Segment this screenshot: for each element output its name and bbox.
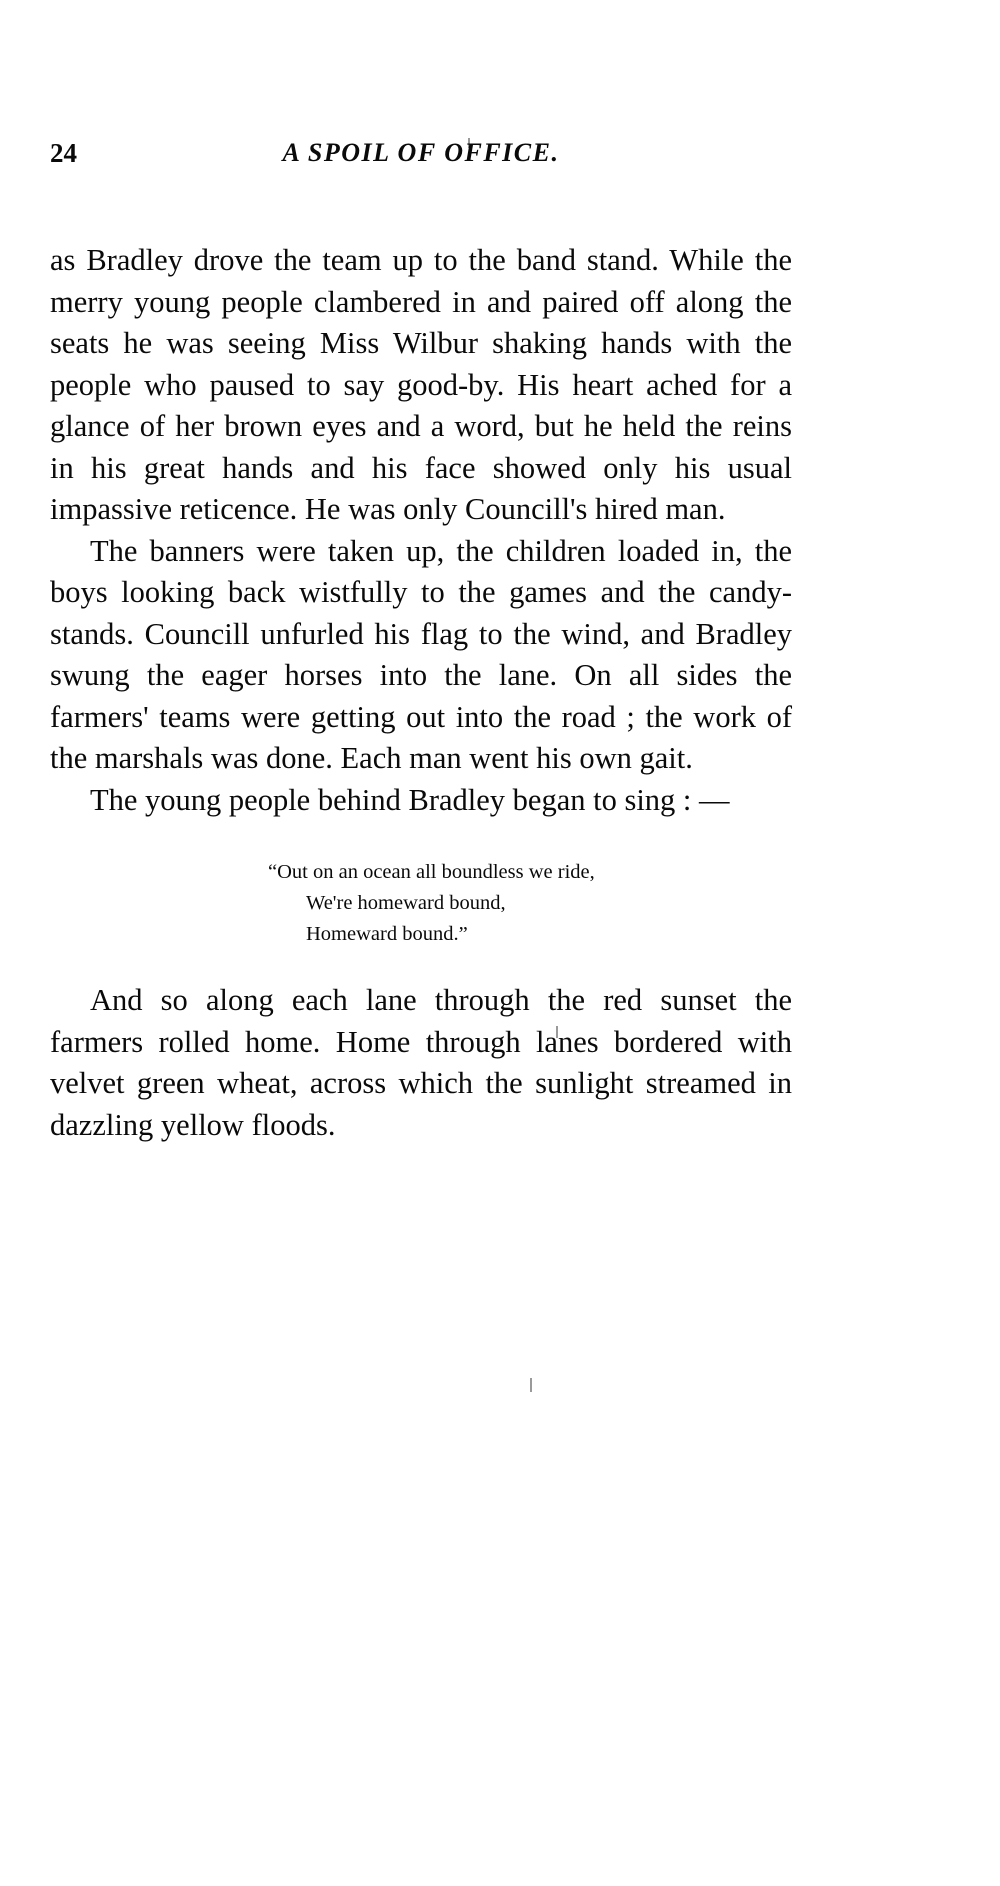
- body-text-closing: [50, 980, 792, 1146]
- page-content: [50, 0, 950, 1146]
- page-number: 24: [50, 138, 77, 168]
- verse-line-2: We're homeward bound,: [306, 892, 506, 914]
- book-title-header: A SPOIL OF OFFICE.: [282, 138, 560, 167]
- paragraph-4: And so along each lane through the red sunset the farmers rolled home. Home through lanes bordered with velvet green wheat, across which the sunlight streamed in dazzling yellow floods.: [50, 983, 792, 1142]
- paragraph-3: The young people behind Bradley began to sing : —: [90, 782, 730, 817]
- body-text: [50, 240, 792, 821]
- running-head: [50, 138, 950, 198]
- verse-line-1: “Out on an ocean all boundless we ride,: [268, 861, 595, 883]
- paragraph-2: The banners were taken up, the children loaded in, the boys looking back wistfully to the games and the candy-stands. Councill unfurled his flag to the wind, and Bradley swung the eager horses into the lane. On all sides the farmers' teams were getting out into the road ; the work of the marshals was done. Each man went his own gait.: [50, 533, 792, 775]
- paragraph-1: as Bradley drove the team up to the band stand. While the merry young people clambered in and paired off along the seats he was seeing Miss Wilbur shaking hands with the people who paused to say good-by. His heart ached for a glance of her brown eyes and a word, but he held the reins in his great hands and his face showed only his usual impassive reticence. He was only Councill's hired man.: [50, 243, 792, 526]
- verse-line-3: Homeward bound.”: [306, 923, 468, 945]
- page-speck-bottom: [530, 1378, 532, 1392]
- verse-block: [50, 857, 792, 950]
